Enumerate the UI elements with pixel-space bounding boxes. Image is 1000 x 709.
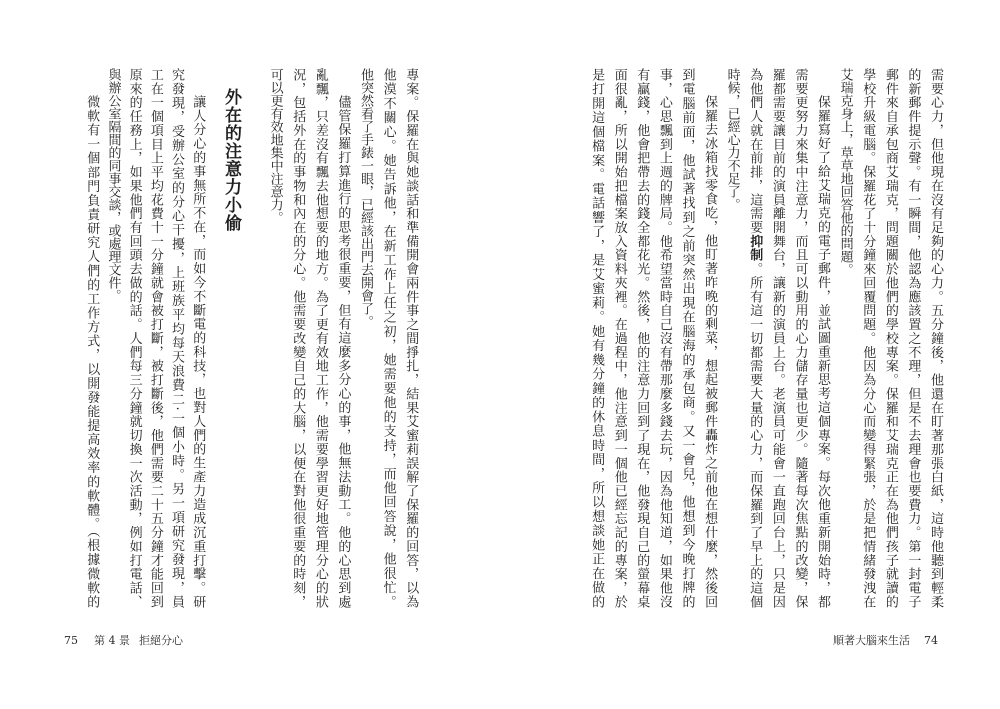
text-column: 是打開這個檔案。電話響了，是艾蜜莉。她有幾分鐘的休息時間，所以想談她正在做的 [589,68,605,608]
text-column: 事，心思飄到上週的牌局。他希望當時自己沒有帶那麼多錢去玩，因為他知道，如果他沒 [656,68,672,608]
text-column [743,68,766,608]
paragraph-start-column: 保羅去冰箱找零食吃，他盯著昨晚的剩菜，想起被郵件轟炸之前他在想什麼，然後回 [702,95,718,608]
text-column: 與辦公室隔間的同事交談，或處理文件。 [105,68,121,302]
text-column: 他漠不關心。她告訴他，在新工作上任之初，她需要他的支持，而他回答說，他很忙。 [380,68,396,608]
right-page-footer [833,634,938,648]
text-column: 原來的任務上，如果他們有回頭去做的話。人們每三分鐘就切換一次活動，例如打電話、 [126,68,142,608]
chapter-label: 第 4 景 [94,634,130,647]
text-column: 學校升級電腦。保羅花了十分鐘來回覆問題。他因為分心而變得緊張，於是把情緒發洩在 [860,68,876,608]
text-column: 亂飄，只差沒有飄去他想要的地方。為了更有效地工作，他需要學習更好地管理分心的狀 [312,68,328,608]
emphasized-term: 抑制 [747,234,763,263]
page-number: 75 [64,634,78,647]
right-page-body [584,68,946,608]
chapter-title: 拒絕分心 [139,634,183,647]
text-column: 需要更努力來集中注意力，而且可以動用的心力儲存量也更少。隨著每次焦點的改變，保 [792,68,808,608]
paragraph-start-column: 保羅寫好了給艾瑞克的電子郵件，並試圖重新思考這個專案。每次他重新開始時，都 [815,95,831,608]
page-number: 74 [924,634,938,647]
left-page-body-bottom [81,68,208,608]
text-segment: 為他們人就在前排，這需要 [747,68,763,235]
text-column: 工在一個項目上平均花費十一分鐘就會被打斷，被打斷後，他們需要二十五分鐘才能回到 [147,68,163,608]
text-column: 需要心力，但他現在沒有足夠的心力。五分鐘後，他還在盯著那張白紙，這時他聽到輕柔 [928,68,943,608]
text-column: 羅都需要讓目前的演員離開舞台，讓新的演員上台。老演員可能會一直跑回台上，只是因 [769,68,785,608]
text-column: 專案。保羅在與她談話和準備開會兩件事之間掙扎，結果艾蜜莉誤解了保羅的回答，以為 [403,68,419,608]
paragraph-start-column: 儘管保羅打算進行的思考很重要，但有這麼多分心的事，他無法動工。他的心思到處 [335,95,351,608]
text-column: 到電腦前面，他試著找到之前突然出現在腦海的承包商。又一會兒，他想到今晚打牌的 [679,68,695,608]
text-column: 艾瑞克身上，草草地回答他的問題。 [837,68,853,276]
text-column: 面很亂，所以開始把檔案放入資料夾裡。在過程中，他注意到一個他已經忘記的專案，於 [611,68,627,608]
text-column: 可以更有效地集中注意力。 [267,68,283,224]
paragraph-start-column: 讓人分心的事無所不在，而如今不斷電的科技，也對人們的生產力造成沉重打擊。研 [190,95,206,608]
text-column: 他突然看了手錶一眼，已經該出門去開會了。 [358,68,373,328]
text-segment: 。所有這一切都需要大量的心力，而保羅到了早上的這個 [747,262,763,608]
left-page-body-top [263,68,421,608]
section-heading: 外在的注意力小偷 [221,88,241,232]
text-column: 有贏錢，他會把帶去的錢全都花光。然後，他的注意力回到了現在，他發現自己的螢幕桌 [634,68,650,608]
text-column: 究發現，受辦公室的分心干擾，上班族平均每天浪費二‧一個小時。另一項研究發現，員 [169,68,184,608]
text-column: 況，包括外在的事物和內在的分心。他需要改變自己的大腦，以便在對他很重要的時刻， [290,68,306,608]
text-column: 時候，已經心力不足了。 [724,68,740,211]
running-title: 順著大腦來生活 [833,634,910,647]
text-column: 的新郵件提示聲。有一瞬間，他認為應該置之不理，但是不去理會也要費力。第一封電子 [905,68,921,608]
paragraph-start-column: 微軟有一個部門負責研究人們的工作方式，以開發能提高效率的軟體。（根據微軟的 [84,95,100,608]
text-column: 郵件來自承包商艾瑞克，問題關於他們的學校專案。保羅和艾瑞克正在為他們孩子就讀的 [882,68,898,608]
left-page-footer [64,634,183,648]
